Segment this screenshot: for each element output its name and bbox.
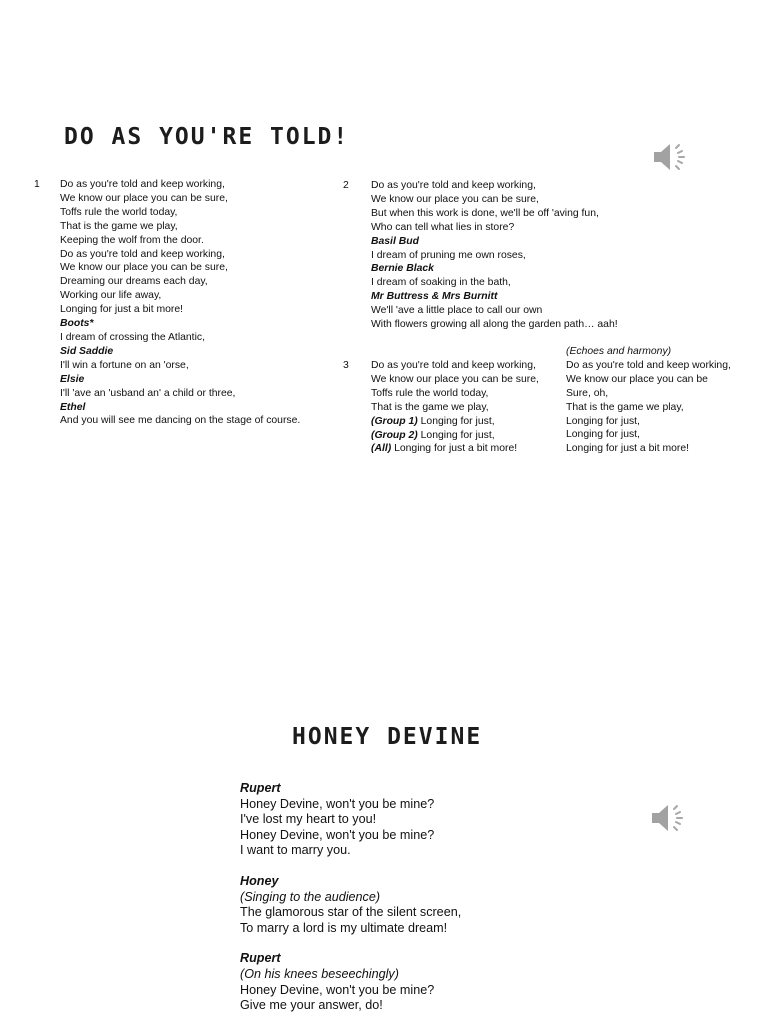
verse-number: 1 — [34, 179, 40, 190]
lyric-line: I've lost my heart to you! — [240, 812, 377, 827]
lyric-line: Dreaming our dreams each day, — [60, 276, 208, 288]
lyric-line: Honey Devine, won't you be mine? — [240, 827, 435, 842]
lyric-line: Toffs rule the world today, — [371, 387, 489, 399]
stage-direction: (On his knees beseechingly) — [240, 966, 399, 981]
lyric-line: That is the game we play, — [371, 401, 489, 413]
group-label: (Group 2) — [371, 429, 418, 441]
lyric-line: We know our place you can be sure, — [60, 262, 228, 274]
lyric-line: I dream of soaking in the bath, — [371, 277, 511, 289]
verse-1 — [60, 178, 300, 428]
speaker-name: Sid Saddie — [60, 345, 114, 357]
song-title-honey-devine: HONEY DEVINE — [292, 724, 483, 750]
lyric-line: Longing for just, — [566, 429, 640, 441]
group-label: (Group 1) — [371, 415, 418, 427]
lyric-line: I dream of pruning me own roses, — [371, 249, 526, 261]
lyric-line: I want to marry you. — [240, 843, 351, 858]
lyric-line: Honey Devine, won't you be mine? — [240, 982, 435, 997]
lyric-line — [371, 442, 539, 456]
lyric-line: We know our place you can be sure, — [371, 373, 539, 385]
lyric-line: Longing for just a bit more! — [60, 304, 184, 316]
verse-number: 3 — [343, 360, 349, 371]
lyric-line: I'll win a fortune on an 'orse, — [60, 359, 189, 371]
lyric-line — [371, 415, 539, 429]
speaker-name: Mr Buttress & Mrs Burnitt — [371, 291, 498, 303]
group-label: (All) — [371, 443, 392, 455]
lyric-line: That is the game we play, — [566, 401, 684, 413]
stage-direction: (Singing to the audience) — [240, 889, 381, 904]
lyric-line: Longing for just, — [566, 415, 640, 427]
stanza-gap — [240, 859, 461, 874]
echo-harmony-verse — [566, 345, 731, 456]
lyric-text: Longing for just, — [417, 429, 495, 441]
lyric-line: I dream of crossing the Atlantic, — [60, 331, 205, 343]
lyric-line: Do as you're told and keep working, — [371, 360, 536, 371]
verse-3 — [371, 359, 539, 456]
lyric-line: We know our place you can be — [566, 373, 708, 385]
speaker-name: Boots* — [60, 318, 94, 330]
lyric-line: We'll 'ave a little place to call our own — [371, 305, 543, 317]
lyric-line: To marry a lord is my ultimate dream! — [240, 920, 448, 935]
verse-2 — [371, 179, 618, 332]
lyric-line: Do as you're told and keep working, — [371, 180, 536, 191]
lyric-line: Give me your answer, do! — [240, 998, 383, 1013]
lyric-line: Do as you're told and keep working, — [566, 359, 731, 371]
lyric-line: Working our life away, — [60, 290, 162, 302]
audio-speaker-icon[interactable] — [650, 137, 690, 177]
lyric-line: Do as you're told and keep working, — [60, 179, 225, 190]
lyric-text: Longing for just, — [417, 415, 495, 427]
lyric-line: But when this work is done, we'll be off 'aving fun, — [371, 207, 599, 219]
speaker-name: Honey — [240, 873, 279, 888]
honey-devine-lyrics — [240, 781, 461, 1014]
lyric-text: Longing for just a bit more! — [391, 443, 518, 455]
lyric-line: That is the game we play, — [60, 220, 178, 232]
lyric-line — [371, 429, 539, 443]
lyric-line: Do as you're told and keep working, — [60, 248, 225, 260]
speaker-name: Rupert — [240, 781, 281, 795]
audio-speaker-icon[interactable] — [648, 798, 688, 838]
lyric-line: Toffs rule the world today, — [60, 206, 178, 218]
speaker-name: Basil Bud — [371, 235, 419, 247]
lyric-line: Keeping the wolf from the door. — [60, 234, 204, 246]
lyric-line: The glamorous star of the silent screen, — [240, 905, 462, 920]
lyric-line: We know our place you can be sure, — [60, 192, 228, 204]
speaker-name: Bernie Black — [371, 263, 434, 275]
lyric-line: Longing for just a bit more! — [566, 443, 690, 455]
speaker-name: Ethel — [60, 401, 86, 413]
speaker-name: Elsie — [60, 373, 85, 385]
lyric-line: We know our place you can be sure, — [371, 193, 539, 205]
stage-direction: (Echoes and harmony) — [566, 346, 672, 357]
stanza-gap — [240, 936, 461, 951]
lyric-line: I'll 'ave an 'usband an' a child or three, — [60, 387, 236, 399]
verse-number: 2 — [343, 180, 349, 191]
speaker-volume-icon — [648, 798, 688, 838]
song-title-do-as-youre-told: DO AS YOU'RE TOLD! — [64, 124, 350, 150]
speaker-volume-icon — [650, 137, 690, 177]
speaker-name: Rupert — [240, 951, 281, 966]
lyric-line: Sure, oh, — [566, 387, 609, 399]
lyric-line: With flowers growing all along the garden path… aah! — [371, 319, 618, 331]
lyric-line: And you will see me dancing on the stage of course. — [60, 415, 301, 427]
lyric-line: Honey Devine, won't you be mine? — [240, 796, 435, 811]
lyric-line: Who can tell what lies in store? — [371, 221, 515, 233]
